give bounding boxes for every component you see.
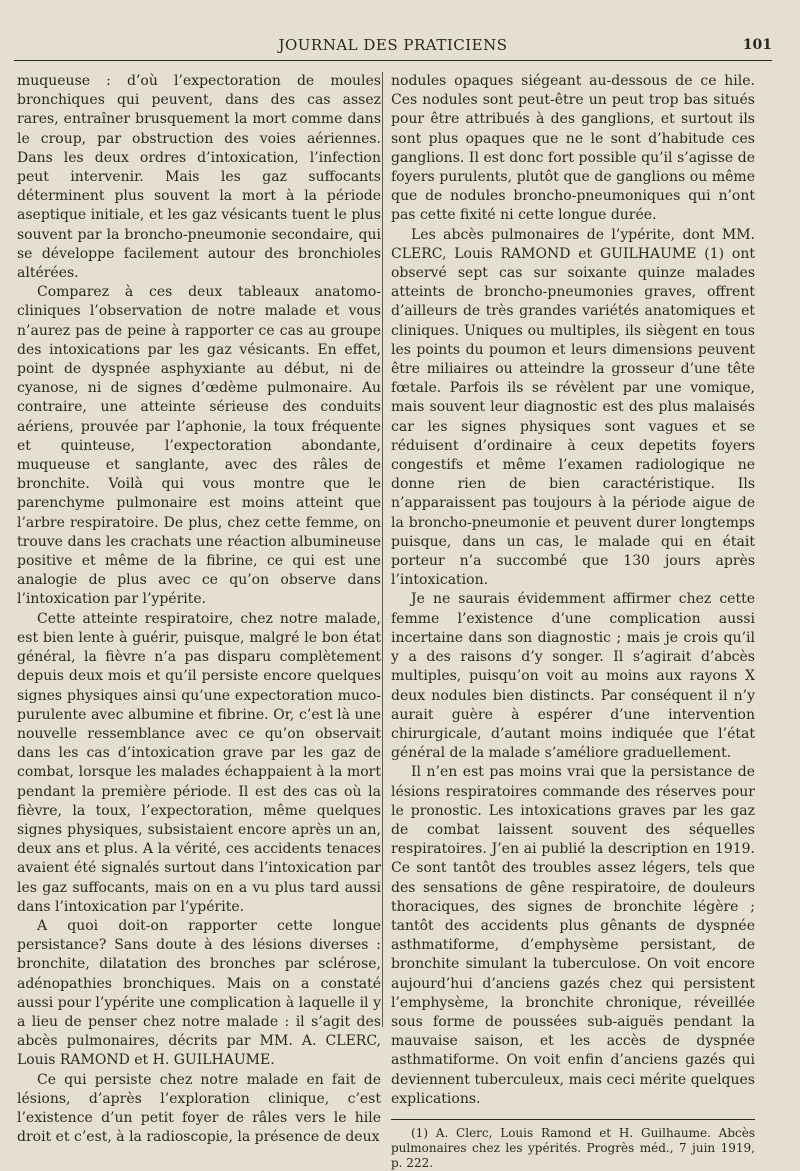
- paragraph: nodules opaques siégeant au-dessous de ce hile. Ces nodules sont peut-être un peut trop bas situés pour être attribués à des ganglions, et surtout ils sont plus opaques que ne le sont d’habitude ces ganglions. Il est donc fort possible qu’il s’agisse de foyers purulents, plutôt que de ganglions ou même que de nodules broncho-pneumoniques qui n’ont pas cette fixité ni cette longue durée.: [391, 73, 755, 224]
- paragraph: Comparez à ces deux tableaux anatomo-cliniques l’observation de notre malade et vous n’aurez pas de peine à rapporter ce cas au groupe des intoxications par les gaz vésicants. En effet, point de dyspnée asphyxiante au début, ni de cyanose, ni de signes d’œdème pulmonaire. Au contraire, une atteinte sérieuse des conduits aériens, prouvée par l’aphonie, la toux fréquente et quinteuse, l’expectoration abondante, muqueuse et sanglante, avec des râles de bronchite. Voilà qui vous montre que le parenchyme pulmonaire est moins atteint que l’arbre respiratoire. De plus, chez cette femme, on trouve dans les crachats une réaction albumineuse positive et même de la fibrine, ce qui est une analogie de plus avec ce qu’on observe dans l’intoxication par l’ypérite.: [17, 284, 381, 608]
- left-column: [17, 72, 381, 1147]
- column-divider: [382, 72, 383, 1027]
- paragraph: Cette atteinte respiratoire, chez notre malade, est bien lente à guérir, puisque, malgré le bon état général, la fièvre n’a pas disparu complètement depuis deux mois et qu’il persiste encore quelques signes physiques ainsi qu’une expectoration muco-purulente avec albumine et fibrine. Or, c’est là une nouvelle ressemblance avec ce qu’on observait dans les cas d’intoxication grave par les gaz de combat, lorsque les malades échappaient à la mort pendant la première période. Il est des cas où la fièvre, la toux, l’expectoration, même quelques signes physiques, subsistaient encore après un an, deux ans et plus. A la vérité, ces accidents tenaces avaient été signalés surtout dans l’intoxication par les gaz suffocants, mais on en a vu plus tard aussi dans l’intoxication par l’ypérite.: [17, 610, 381, 915]
- footnote: (1) A. Clerc, Louis Ramond et H. Guilhaume. Abcès pulmonaires chez les ypérités. Progrès méd., 7 juin 1919, p. 222.: [391, 1125, 755, 1170]
- paragraph: Les abcès pulmonaires de l’ypérite, dont MM. CLERC, Louis RAMOND et GUILHAUME (1) ont observé sept cas sur soixante quinze malades atteints de broncho-pneumonies graves, offrent d’ailleurs de très grandes variétés anatomiques et cliniques. Uniques ou multiples, ils siègent en tous les points du poumon et leurs dimensions peuvent être miliaires ou atteindre la grosseur d’une tête fœtale. Parfois ils se révèlent par une vomique, mais souvent leur diagnostic est des plus malaisés car les signes physiques sont vagues et se réduisent d’ordinaire à ceux depetits foyers congestifs et même l’examen radiologique ne donne rien de bien caractéristique. Ils n’apparaissent pas toujours à la période aigue de la broncho-pneumonie et peuvent durer longtemps puisque, dans un cas, le malade qui en était porteur n’a succombé que 130 jours après l’intoxication.: [391, 226, 755, 589]
- paragraph: Il n’en est pas moins vrai que la persistance de lésions respiratoires commande des réserves pour le pronostic. Les intoxications graves par les gaz de combat laissent souvent des séquelles respiratoires. J’en ai publié la description en 1919. Ce sont tantôt des troubles assez légers, tels que des sensations de gêne respiratoire, de douleurs thoraciques, des signes de bronchite légère ; tantôt des accidents plus gênants de dyspnée asthmatiforme, d’emphysème persistant, de bronchite simulant la tuberculose. On voit encore aujourd’hui d’anciens gazés chez qui persistent l’emphysème, la bronchite chronique, réveillée sous forme de poussées sub-aiguës pendant la mauvaise saison, et les accès de dyspnée asthmatiforme. On voit enfin d’anciens gazés qui deviennent tuberculeux, mais ceci mérite quelques explications.: [391, 764, 755, 1107]
- page-header: [14, 36, 772, 56]
- paragraph: Je ne saurais évidemment affirmer chez cette femme l’existence d’une complication aussi incertaine dans son diagnostic ; mais je crois qu’il y a des raisons d’y songer. Il s’agirait d’abcès multiples, puisqu’on voit au moins aux rayons X deux nodules bien distincts. Par conséquent il n’y aurait guère à espérer d’une intervention chirurgicale, d’autant moins indiquée que l’état général de la malade s’améliore graduellement.: [391, 591, 755, 762]
- footnote-rule: [391, 1119, 755, 1120]
- right-column: [391, 72, 755, 1171]
- header-rule: [14, 60, 772, 61]
- page-number: 101: [742, 37, 772, 53]
- paragraph: Ce qui persiste chez notre malade en fait de lésions, d’après l’exploration clinique, c’est l’existence d’un petit foyer de râles vers le hile droit et c’est, à la radioscopie, la présence de deux: [17, 1071, 381, 1146]
- paragraph: A quoi doit-on rapporter cette longue persistance? Sans doute à des lésions diverses : bronchite, dilatation des bronches par sclérose, adénopathies bronchiques. Mais on a constaté aussi pour l’ypérite une complication à laquelle il y a lieu de penser chez notre malade : il s’agit des abcès pulmonaires, décrits par MM. A. CLERC, Louis RAMOND et H. GUILHAUME.: [17, 917, 381, 1069]
- paragraph: muqueuse : d’où l’expectoration de moules bronchiques qui peuvent, dans des cas assez rares, entraîner brusquement la mort comme dans le croup, par obstruction des voies aériennes. Dans les deux ordres d’intoxication, l’infection peut intervenir. Mais les gaz suffocants déterminent plus souvent la mort à la période aseptique initiale, et les gaz vésicants tuent le plus souvent par la broncho-pneumonie secondaire, qui se développe facilement autour des bronchioles altérées.: [17, 73, 381, 282]
- running-title: JOURNAL DES PRATICIENS: [278, 36, 508, 54]
